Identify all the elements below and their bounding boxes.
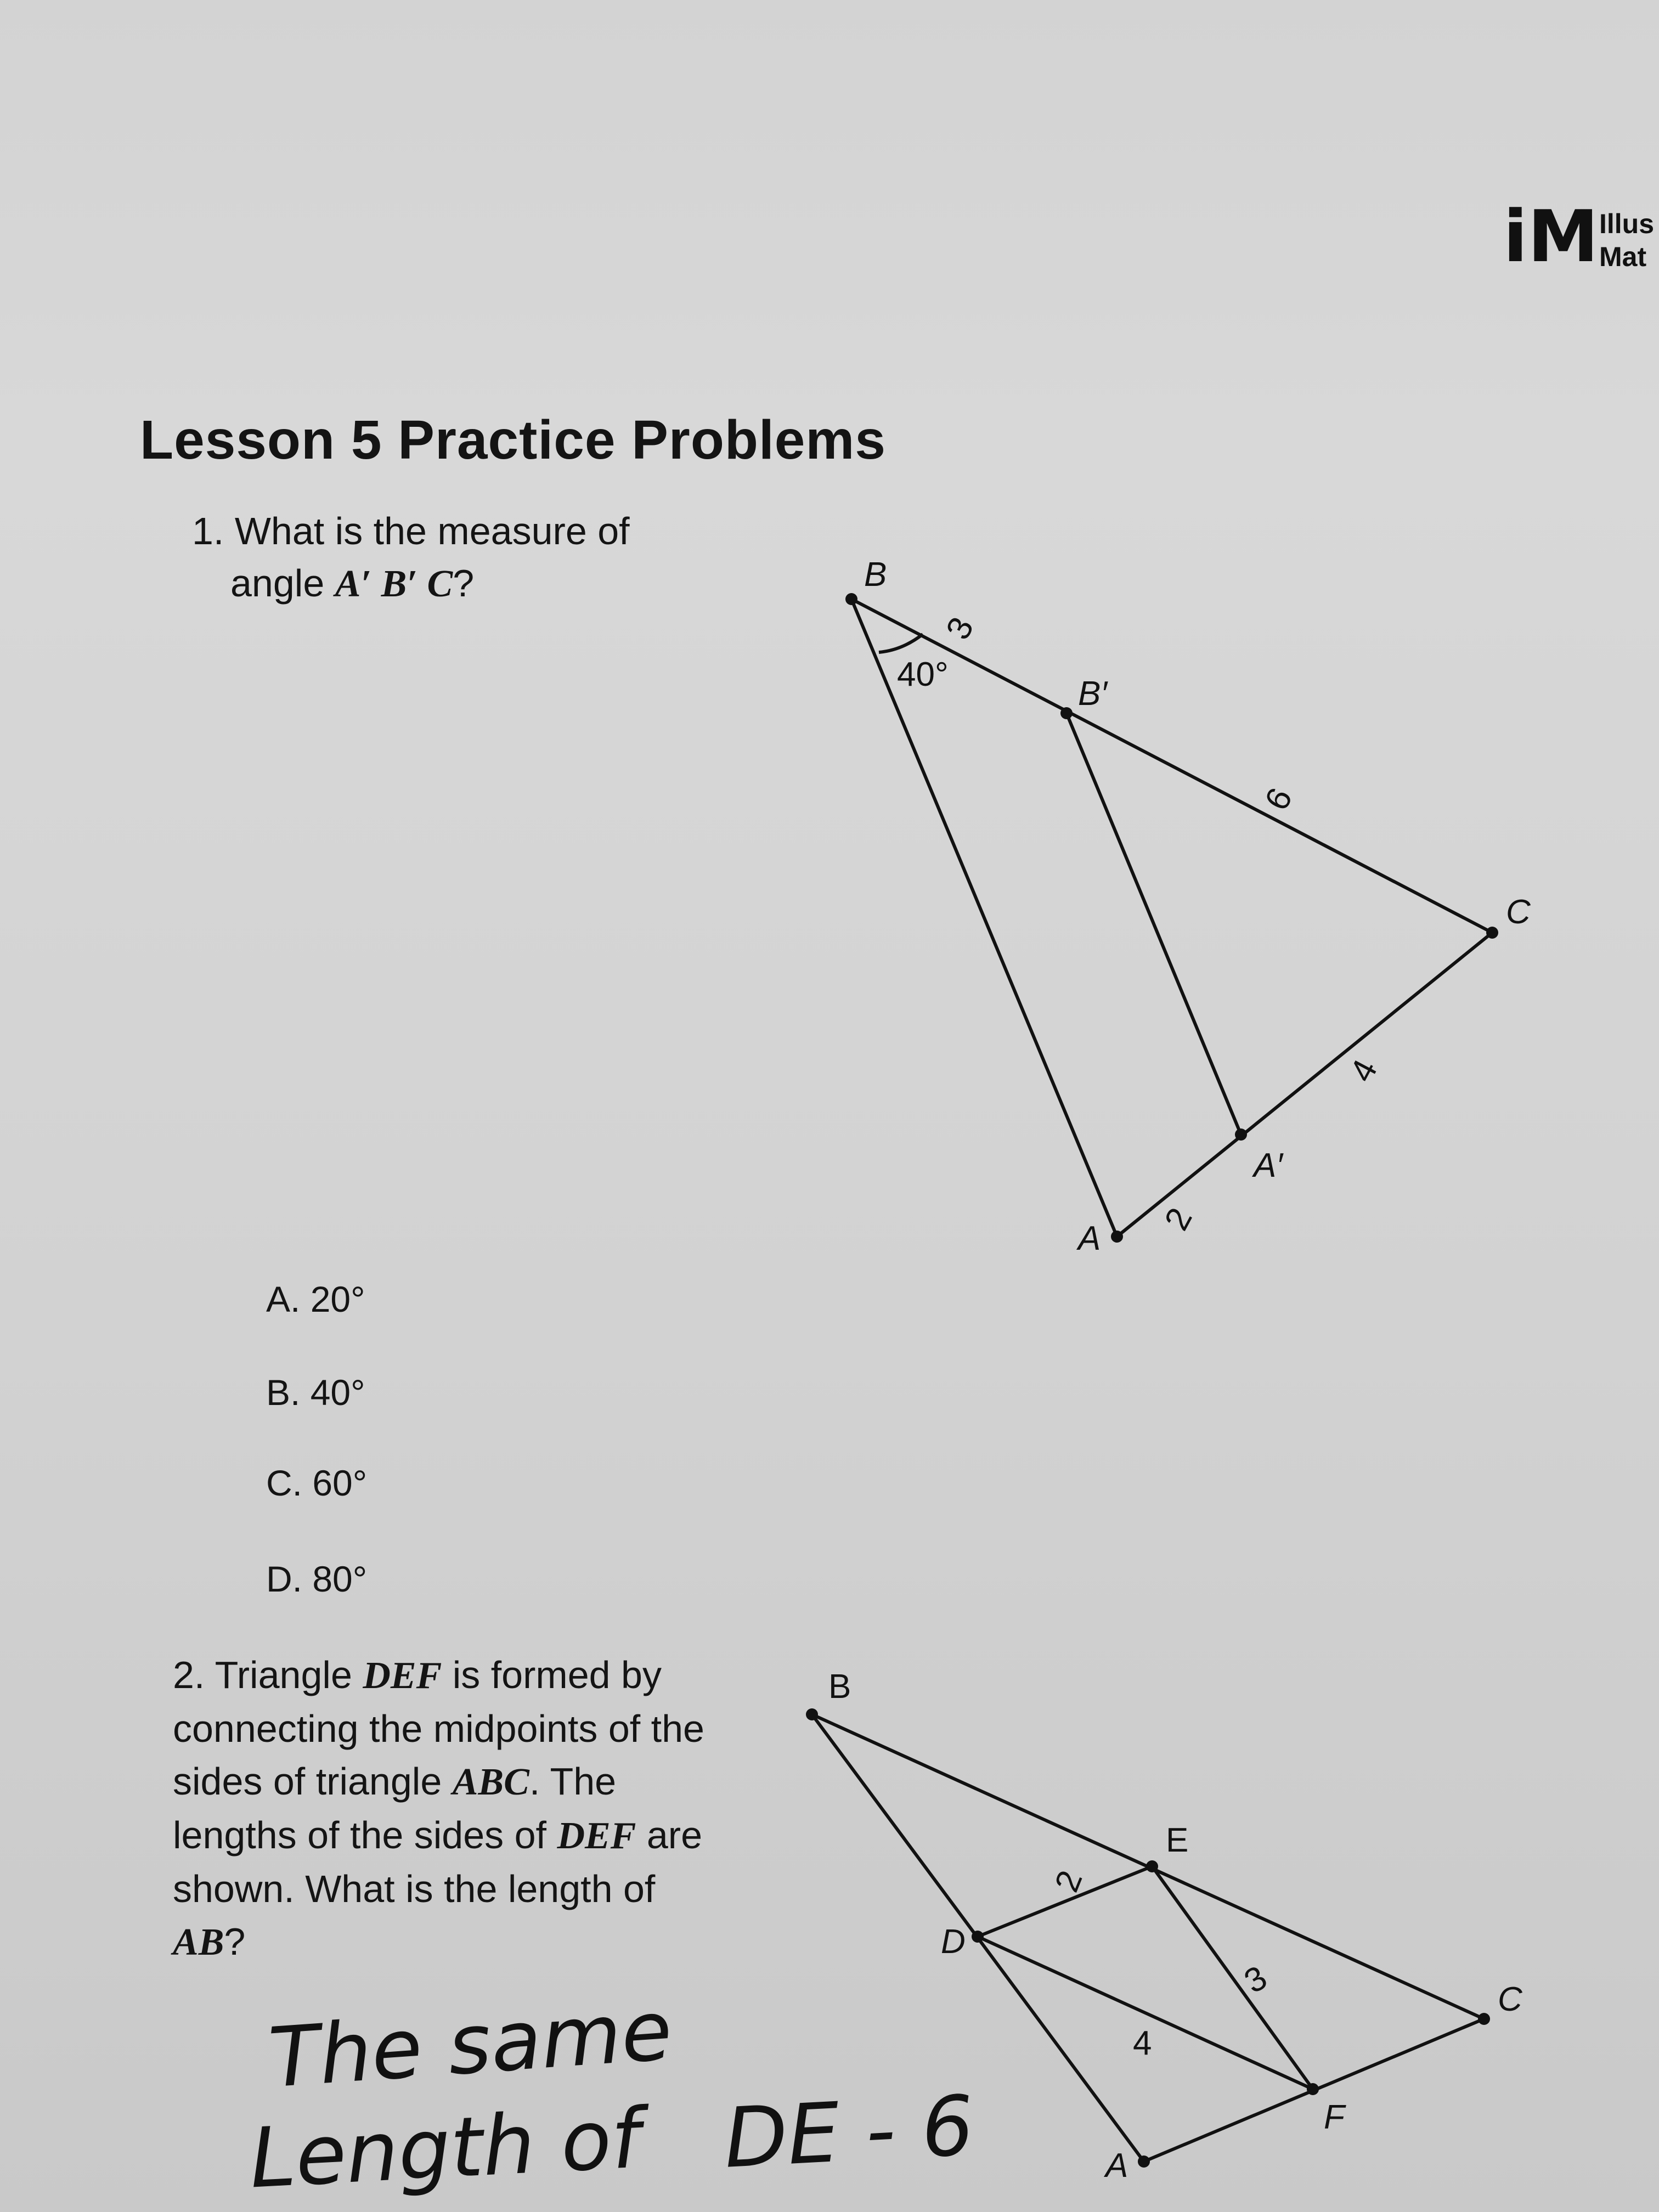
problem-1-text: What is the measure of [234,510,630,552]
logo-line-2: Mat [1599,241,1647,272]
point-a-prime [1235,1128,1247,1141]
point-f [1307,2083,1319,2095]
choice-b[interactable]: B. 40° [266,1372,365,1413]
handwritten-answer-line-1: The same [266,1983,675,2107]
angle-arc-b [879,634,923,652]
point-c-2 [1478,2013,1490,2025]
choice-a[interactable]: A. 20° [266,1279,365,1319]
figure-2-triangle [812,1714,1484,2162]
problem-1-text-prefix: angle [230,562,335,605]
problem-1-text-suffix: ? [453,562,475,605]
point-c [1486,927,1498,939]
label-c-2: C [1498,1980,1522,2018]
figure-2-points [806,1708,1490,2168]
length-bbp: 3 [939,611,981,646]
choice-d[interactable]: D. 80° [266,1559,368,1599]
problem-2-math: ABC [452,1761,529,1803]
length-ef: 3 [1238,1959,1274,2001]
segment-d-f [978,1937,1313,2089]
problem-2-text-part: . The lengths of the sides of [173,1760,617,1857]
segment-c-a [1117,933,1492,1237]
label-b: B [864,556,887,594]
label-c: C [1506,893,1531,931]
problem-1-number: 1. [192,510,224,552]
point-a-2 [1138,2155,1150,2168]
length-cap: 4 [1342,1053,1385,1088]
problem-2-number: 2. [173,1654,205,1696]
label-a-2: A [1105,2147,1128,2185]
handwritten-answer-line-3: DE - 6 [721,2078,977,2187]
angle-label: 40° [897,656,949,693]
problem-2-math: DEF [557,1815,636,1857]
label-b-prime: B′ [1078,675,1107,713]
label-b-2: B [828,1668,851,1706]
segment-bp-ap [1066,713,1241,1135]
problem-2-text-part: is formed by connecting the midpoints of the sides of triangle [173,1654,704,1803]
label-d: D [941,1923,966,1961]
problem-2-text-part: Triangle [215,1654,363,1696]
im-logo-icon: iM [1503,195,1599,278]
label-a-prime: A′ [1254,1147,1283,1184]
problem-2-text-part: ? [224,1920,246,1963]
point-e [1146,1860,1158,1872]
point-b [845,593,857,605]
handwritten-answer-line-2: Length of [247,2091,643,2207]
logo-line-1: Illus [1599,208,1655,239]
segment-e-f [1152,1866,1313,2089]
label-a: A [1078,1220,1101,1257]
choice-c[interactable]: C. 60° [266,1463,368,1503]
length-df: 4 [1133,2024,1152,2062]
point-a [1111,1231,1123,1243]
length-de: 2 [1047,1865,1090,1898]
point-b-prime [1060,707,1073,719]
segment-b-c [851,599,1492,933]
figure-1-triangle [851,599,1492,1237]
length-bpc: 6 [1257,782,1300,817]
problem-2-text-part: are shown. What is the length of [173,1814,703,1910]
length-apa: 2 [1157,1201,1200,1237]
problem-2-math: DEF [363,1655,442,1697]
segment-a-b [851,599,1117,1237]
label-e: E [1166,1821,1189,1859]
problem-1-angle-math: A′ B′ C [335,563,453,605]
label-f: F [1324,2098,1345,2136]
point-d [972,1931,984,1943]
page-title: Lesson 5 Practice Problems [140,409,886,471]
point-b-2 [806,1708,818,1720]
problem-2-math: AB [173,1921,224,1963]
